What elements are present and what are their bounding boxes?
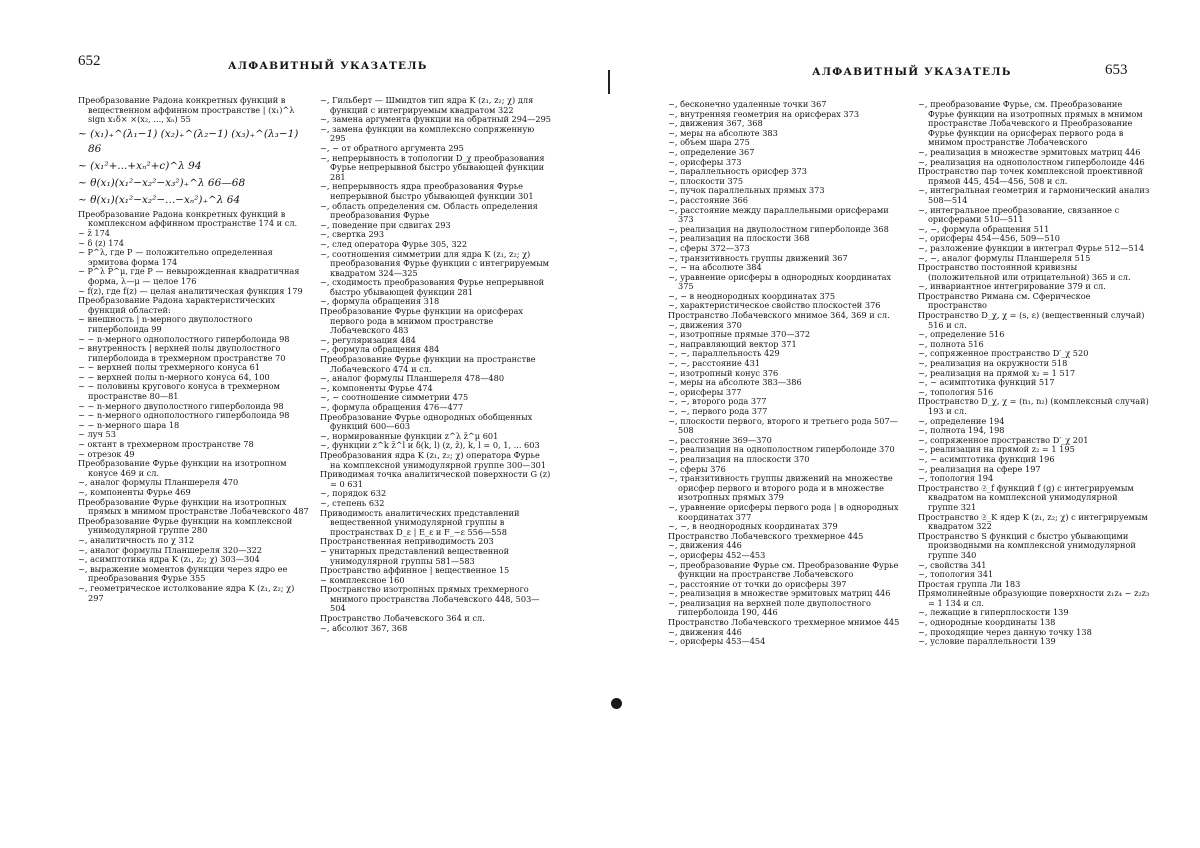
index-entry: Пространство D_χ, χ = (s, ε) (вещественный случай) 516 и сл. <box>918 310 1145 330</box>
index-entry: ~, расстояние 369—370 <box>668 434 772 445</box>
index-entry: ~, свойства 341 <box>918 559 987 570</box>
index-entry: Преобразование Фурье функции на орисферах первого рода в мнимом пространстве Лобачевского 483 <box>320 306 523 336</box>
index-entry: ~, ~, формула обращения 511 <box>918 223 1050 234</box>
index-entry: ~, непрерывность в топологии D_χ преобразования Фурье непрерывной быстро убывающей функции 281 <box>320 152 545 182</box>
right-page <box>600 0 1200 848</box>
index-entry: ~, инвариантное интегрирование 379 и сл. <box>918 281 1106 292</box>
index-entry: ~, реализация на прямой x₂ = 1 517 <box>918 367 1076 378</box>
index-entry: ~ ~ n-мерного двуполостного гиперболоида 98 <box>78 400 284 411</box>
index-entry: ~, реализация на сфере 197 <box>918 463 1041 474</box>
index-entry: ~, топология 341 <box>918 569 994 580</box>
index-entry: ~, ~ соотношение симметрии 475 <box>320 392 469 403</box>
index-entry: ~ луч 53 <box>78 429 116 440</box>
index-entry: ~, топология 194 <box>918 473 994 484</box>
index-entry: ~, реализация на плоскости 368 <box>668 233 810 244</box>
index-entry: Пространство 𝔖_K ядер K (z₁, z₂; χ) с интегрируемым квадратом 322 <box>918 511 1148 532</box>
index-entry: ~ P^λ, где P — положительно определенная эрмитова форма 174 <box>78 247 273 267</box>
running-head-right: АЛФАВИТНЫЙ УКАЗАТЕЛЬ <box>812 66 1012 78</box>
index-entry: ~ z̄ 174 <box>78 227 111 238</box>
index-entry: ~, абсолют 367, 368 <box>320 622 408 633</box>
index-entry: ~, уравнение орисферы в однородных координатах 375 <box>668 271 892 292</box>
index-entry: Преобразование Радона характеристических функций областей: <box>78 295 276 315</box>
index-entry: ~, расстояние от точки до орисферы 397 <box>668 578 847 589</box>
index-entry: ~, орисферы 453—454 <box>668 636 766 647</box>
index-entry: ~, бесконечно удаленные точки 367 <box>668 99 827 109</box>
index-entry: Преобразование Радона конкретных функций в вещественном аффинном пространстве | (x₁)^λ sign x₁δ× ×(x₂, ..., xₙ) 55 <box>78 95 295 125</box>
index-entry: ~, ~, параллельность 429 <box>668 348 780 359</box>
index-entry: ~, движения 370 <box>668 319 742 330</box>
index-entry: ~, реализация на однополостном гиперболоиде 370 <box>668 444 895 455</box>
index-entry: ~ ~ половины кругового конуса в трехмерном пространстве 80—81 <box>78 381 280 402</box>
index-entry: ~, замена функции на комплексно сопряженную 295 <box>320 123 535 144</box>
index-entry: ~, аналог формулы Планшереля 320—322 <box>78 544 263 555</box>
index-entry: ~, сопряженное пространство D′_χ 201 <box>918 434 1089 445</box>
index-entry: Пространство Лобачевского трехмерное 445 <box>668 530 864 541</box>
index-entry: ~, изотропный конус 376 <box>668 367 779 378</box>
right-index-column-1 <box>668 100 900 647</box>
index-entry: Преобразование Фурье однородных обобщенных функций 600—603 <box>320 411 533 432</box>
index-entry: ~, реализация на прямой z₂ = 1 195 <box>918 444 1075 455</box>
index-entry: ~ θ(x₁)(x₁²−x₂²−...−xₙ²)₊^λ 64 <box>78 193 241 206</box>
index-entry: ~, реализация на двуполостном гиперболоиде 368 <box>668 223 889 234</box>
index-entry: ~, непрерывность ядра преобразования Фурье непрерывной быстро убывающей функции 301 <box>320 181 534 201</box>
index-entry: ~, изотропные прямые 370—372 <box>668 329 811 340</box>
index-entry: ~, аналог формулы Планшереля 478—480 <box>320 373 505 384</box>
index-entry: ~, определение 516 <box>918 329 1005 340</box>
index-entry: Пространство аффинное | вещественное 15 <box>320 565 510 576</box>
index-entry: ~ унитарных представлений вещественной унимодулярной группы 581—583 <box>320 545 510 566</box>
left-index-column-2 <box>320 96 552 633</box>
index-entry: ~, функции z^k z̄^l и δ(k, l) (z, z̄), k, l = 0, 1, ... 603 <box>320 440 540 451</box>
index-entry: ~, параллельность орисфер 373 <box>668 166 807 177</box>
index-entry: ~, направляющий вектор 371 <box>668 338 797 349</box>
index-entry: Приводимость аналитических представлений вещественной унимодулярной группы в пространствах D_ε | E_ε и F_−ε 556—558 <box>320 507 520 537</box>
page-number-left: 652 <box>78 53 101 69</box>
index-entry: ~, Гильберт — Шмидтов тип ядра K (z₁, z₂; χ) для функций с интегрируемым квадратом 322 <box>320 95 534 115</box>
index-entry: ~, уравнение орисферы первого рода | в однородных координатах 377 <box>668 501 899 522</box>
index-entry: ~, пучок параллельных прямых 373 <box>668 185 825 196</box>
index-entry: ~ ~ верхней полы n-мерного конуса 64, 100 <box>78 371 270 382</box>
index-entry: ~ ~ n-мерного шара 18 <box>78 419 180 430</box>
index-entry: ~, определение 194 <box>918 415 1005 426</box>
index-entry: ~, движения 446 <box>668 540 742 551</box>
index-entry: ~, сферы 376 <box>668 463 726 474</box>
index-entry: Пространство Римана см. Сферическое пространство <box>918 290 1091 311</box>
index-entry: ~ октант в трехмерном пространстве 78 <box>78 439 254 450</box>
index-entry: ~, степень 632 <box>320 497 385 508</box>
index-entry: ~, формула обращения 484 <box>320 344 440 355</box>
index-entry: ~, реализация на однополостном гиперболоиде 446 <box>918 156 1145 167</box>
index-entry: ~, формула обращения 318 <box>320 296 440 307</box>
index-entry: Преобразование Фурье функции на изотропном конусе 469 и сл. <box>78 458 287 478</box>
index-entry: ~, орисферы 377 <box>668 386 742 397</box>
index-entry: ~, аналитичность по χ 312 <box>78 534 195 545</box>
index-entry: ~, преобразование Фурье см. Преобразование Фурье функции на пространстве Лобачевского <box>668 559 899 580</box>
index-entry: ~, меры на абсолюте 383 <box>668 127 778 138</box>
index-entry: Пространство пар точек комплексной проективной прямой 445, 454—456, 508 и сл. <box>918 166 1143 186</box>
index-entry: ~, компоненты Фурье 469 <box>78 487 191 497</box>
index-entry: ~, замена аргумента функции на обратный 294—295 <box>320 114 551 125</box>
index-entry: ~, интегральная геометрия и гармонический анализ 508—514 <box>918 185 1150 205</box>
index-entry: ~, характеристическое свойство плоскостей 376 <box>668 300 881 311</box>
index-entry: ~, аналог формулы Планшереля 470 <box>78 477 239 488</box>
index-entry: Преобразование Фурье функции на пространстве Лобачевского 474 и сл. <box>320 354 536 374</box>
index-entry: ~, плоскости 375 <box>668 175 744 186</box>
index-entry: ~, реализация на верхней поле двуполостного гиперболоида 190, 446 <box>668 597 871 618</box>
index-entry: Преобразования ядра K (z₁, z₂; χ) оператора Фурье на комплексной унимодулярной группе 300—301 <box>320 449 547 470</box>
index-entry: ~, меры на абсолюте 383—386 <box>668 377 802 388</box>
index-entry: ~, ~, расстояние 431 <box>668 358 761 369</box>
index-entry: ~ θ(x₁)(x₁²−x₂²−x₃²)₊^λ 66—68 <box>78 176 246 189</box>
index-entry: ~, след оператора Фурье 305, 322 <box>320 238 468 249</box>
index-entry: ~, реализация на плоскости 370 <box>668 453 810 464</box>
index-entry: ~, ~, аналог формулы Планшереля 515 <box>918 252 1091 263</box>
index-entry: ~ отрезок 49 <box>78 448 135 459</box>
index-entry: ~, реализация в множестве эрмитовых матриц 446 <box>918 146 1141 157</box>
index-entry: ~, расстояние 366 <box>668 194 748 205</box>
index-entry: ~ f(z), где f(z) — целая аналитическая функция 179 <box>78 285 303 296</box>
index-entry: ~ внешность | n-мерного двуполостного гиперболоида 99 <box>78 314 253 334</box>
index-entry: ~, орисферы 452—453 <box>668 549 766 560</box>
index-entry: ~, транзитивность группы движений 367 <box>668 252 848 263</box>
index-entry: ~, компоненты Фурье 474 <box>320 382 433 393</box>
index-entry: ~ внутренность | верхней полы двуполостного гиперболоида в трехмерном пространстве 70 <box>78 343 286 363</box>
index-entry: ~, ~, в неоднородных координатах 379 <box>668 521 838 532</box>
index-entry: ~, сферы 372—373 <box>668 242 750 253</box>
index-entry: Преобразование Фурье функции на изотропных прямых в мнимом пространстве Лобачевского 487 <box>78 496 309 517</box>
index-entry: ~, транзитивность группы движений на множестве орисфер первого и второго рода и в множестве изотропных прямых 379 <box>668 473 893 503</box>
index-entry: ~, расстояние между параллельными орисферами 373 <box>668 204 889 225</box>
index-entry: ~, выражение моментов функции через ядро ее преобразования Фурье 355 <box>78 563 288 584</box>
index-entry: ~ (x₁²+...+xₙ²+c)^λ 94 <box>78 159 202 172</box>
index-entry: ~, регуляризация 484 <box>320 334 416 345</box>
index-entry: ~, движения 367, 368 <box>668 118 763 129</box>
index-entry: Пространство S функций с быстро убывающими производными на комплексной унимодулярной группе 340 <box>918 530 1136 560</box>
page-number-right: 653 <box>1105 62 1128 78</box>
index-entry: ~, реализация в множестве эрмитовых матриц 446 <box>668 588 891 599</box>
index-entry: Пространство постоянной кривизны (положительной или отрицательной) 365 и сл. <box>918 262 1131 282</box>
index-entry: ~ ~ верхней полы трехмерного конуса 61 <box>78 362 261 373</box>
index-entry: Пространство Лобачевского трехмерное мнимое 445 <box>668 617 900 628</box>
index-entry: ~, условие параллельности 139 <box>918 636 1056 647</box>
index-entry: ~, интегральное преобразование, связанное с орисферами 510—511 <box>918 204 1120 225</box>
index-entry: ~, порядок 632 <box>320 488 387 499</box>
index-entry: ~, ~ на абсолюте 384 <box>668 262 762 273</box>
index-entry: ~ комплексное 160 <box>320 574 405 585</box>
index-entry: ~, полнота 516 <box>918 338 984 349</box>
index-entry: ~, объем шара 275 <box>668 137 750 148</box>
index-entry: Прямолинейные образующие поверхности z₁z₄ − z₂z₃ = 1 134 и сл. <box>918 588 1150 608</box>
index-entry: Пространство изотропных прямых трехмерного мнимого пространства Лобачевского 448, 503—504 <box>320 584 540 614</box>
index-entry: Преобразование Фурье функции на комплексной унимодулярной группе 280 <box>78 515 293 536</box>
index-entry: ~, сходимость преобразования Фурье непрерывной быстро убывающей функции 281 <box>320 277 545 297</box>
index-entry: Простая группа Ли 183 <box>918 578 1021 589</box>
index-entry: ~, проходящие через данную точку 138 <box>918 626 1092 637</box>
index-entry: Приводимая точка аналитической поверхности G (z) = 0 631 <box>320 469 551 489</box>
index-entry: ~, ~ в неоднородных координатах 375 <box>668 290 836 301</box>
index-entry: ~, соотношения симметрии для ядра K (z₁, z₂; χ) преобразования Фурье функции с интегрируемым квадратом 324—325 <box>320 248 550 278</box>
right-index-column-2 <box>918 100 1150 647</box>
index-entry: ~ (x₁)₊^(λ₁−1) (x₂)₊^(λ₂−1) (x₃)₊^(λ₃−1) 86 <box>78 127 299 155</box>
index-entry: ~, внутренняя геометрия на орисферах 373 <box>668 108 860 119</box>
index-entry: ~, асимптотика ядра K (z₁, z₂; χ) 303—304 <box>78 554 260 565</box>
index-entry: ~, определение 367 <box>668 146 755 157</box>
index-entry: ~, движения 446 <box>668 626 742 637</box>
index-entry: ~, орисферы 454—456, 509—510 <box>918 233 1060 244</box>
running-head-left: АЛФАВИТНЫЙ УКАЗАТЕЛЬ <box>228 60 428 72</box>
index-entry: ~, полнота 194, 198 <box>918 425 1005 436</box>
index-entry: ~, орисферы 373 <box>668 156 742 167</box>
index-entry: Пространство Лобачевского мнимое 364, 369 и сл. <box>668 310 890 321</box>
index-entry: ~, ~ асимптотика функций 517 <box>918 377 1055 388</box>
index-entry: ~, реализация на окружности 518 <box>918 358 1068 369</box>
index-entry: ~ ~ n-мерного однополостного гиперболоида 98 <box>78 333 290 344</box>
index-entry: ~, ~ от обратного аргумента 295 <box>320 142 464 153</box>
index-entry: ~, разложение функции в интеграл Фурье 512—514 <box>918 242 1145 253</box>
index-entry: ~, нормированные функции z^λ z̄^μ 601 <box>320 430 499 441</box>
index-entry: ~, однородные координаты 138 <box>918 617 1056 628</box>
index-entry: ~, преобразование Фурье, см. Преобразование Фурье функции на изотропных прямых в мнимом пространстве Лобачевского и Преобразование Фурье функции на орисферах первого рода в мнимом пространстве Лобачевского <box>918 99 1143 148</box>
index-entry: Пространство D_χ, χ = (n₁, n₂) (комплексный случай) 193 и сл. <box>918 396 1149 416</box>
index-entry: ~, формула обращения 476—477 <box>320 402 464 412</box>
index-entry: Пространство Лобачевского 364 и сл. <box>320 613 485 624</box>
index-entry: ~ P^λ P̄^μ, где P — невырожденная квадратичная форма, λ—μ — целое 176 <box>78 266 300 286</box>
index-entry: ~, лежащие в гиперплоскости 139 <box>918 607 1069 618</box>
index-entry: ~, геометрическое истолкование ядра K (z₁, z₂; χ) 297 <box>78 582 295 603</box>
index-entry: ~, сопряженное пространство D′_χ 520 <box>918 348 1089 359</box>
index-entry: ~, ~ асимптотика функций 196 <box>918 453 1055 464</box>
left-index-column-1 <box>78 96 310 603</box>
index-entry: Пространственная неприводимость 203 <box>320 536 494 547</box>
index-entry: ~, топология 516 <box>918 386 994 397</box>
index-entry: ~ ~ n-мерного однополостного гиперболоида 98 <box>78 410 290 421</box>
index-entry: ~, поведение при сдвигах 293 <box>320 219 451 230</box>
index-entry: ~, ~, первого рода 377 <box>668 406 768 416</box>
index-entry: ~, область определения см. Область определения преобразования Фурье <box>320 200 538 221</box>
index-entry: ~, ~, второго рода 377 <box>668 396 767 407</box>
index-entry: ~, плоскости первого, второго и третьего рода 507—508 <box>668 415 898 436</box>
index-entry: ~ δ (z) 174 <box>78 237 124 248</box>
index-entry: Пространство 𝔖_f функций f (g) с интегрируемым квадратом на комплексной унимодулярной группе 321 <box>918 482 1134 512</box>
index-entry: ~, свертка 293 <box>320 229 385 240</box>
index-entry: Преобразование Радона конкретных функций в комплексном аффинном пространстве 174 и сл. <box>78 208 298 229</box>
